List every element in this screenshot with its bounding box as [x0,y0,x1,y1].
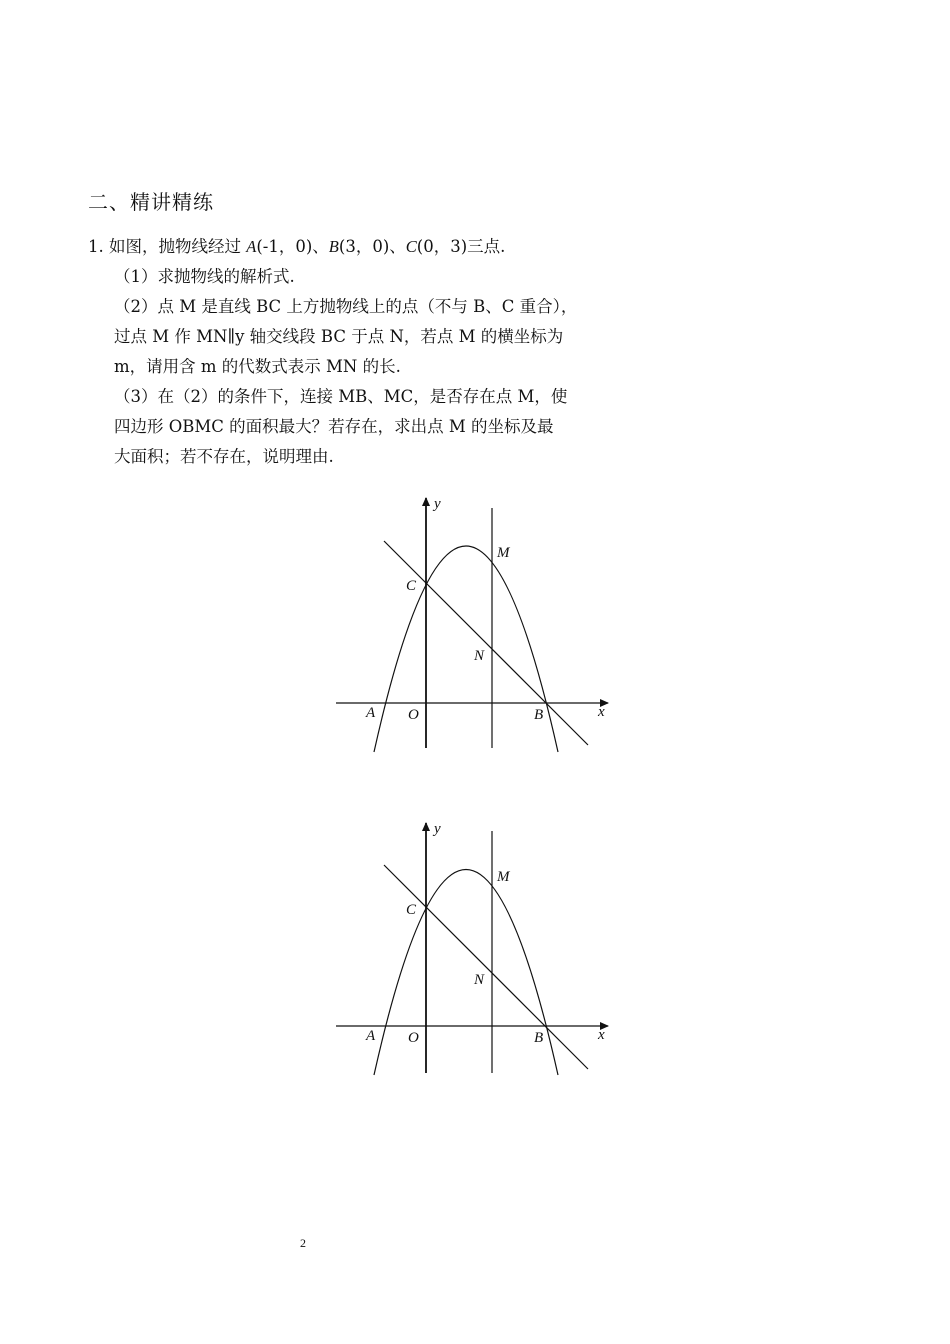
label-b: B [534,707,544,723]
question-2-line-1: （2）点 M 是直线 BC 上方抛物线上的点（不与 B、C 重合）， [114,297,578,316]
label-c: C [406,578,417,594]
page-number: 2 [300,1236,306,1250]
stem-text: 如图，抛物线经过 [103,237,247,256]
label-m: M [497,545,510,561]
problem-1 [88,232,628,472]
point-c-coord: (0，3)三点. [416,237,506,256]
parabola-curve [374,546,558,752]
label-x: x [598,704,605,720]
label-a: A [366,1028,376,1044]
question-3-line-3: 大面积；若不存在，说明理由. [114,447,334,466]
label-c: C [406,902,417,918]
problem-number: 1. [88,237,104,256]
label-x: x [598,1027,605,1043]
point-a-name: A [246,237,257,256]
label-o: O [408,707,419,723]
parabola-diagram [330,490,620,760]
label-n: N [474,648,485,664]
point-b-name: B [328,237,339,256]
parabola-figure-1 [330,490,620,760]
label-n: N [474,972,485,988]
label-y: y [434,821,441,837]
question-3-line-1: （3）在（2）的条件下，连接 MB、MC，是否存在点 M，使 [114,387,568,406]
point-b-coord: (3，0)、 [338,237,406,256]
question-1: （1）求抛物线的解析式. [114,267,295,286]
label-a: A [366,705,376,721]
label-y: y [434,496,441,512]
label-m: M [497,869,510,885]
label-o: O [408,1030,419,1046]
question-3-line-2: 四边形 OBMC 的面积最大？若存在，求出点 M 的坐标及最 [114,417,554,436]
question-2-line-3: m，请用含 m 的代数式表示 MN 的长. [114,357,401,376]
label-b: B [534,1030,544,1046]
point-a-coord: (-1，0)、 [256,237,329,256]
problem-stem [88,232,628,262]
question-2-line-2: 过点 M 作 MN∥y 轴交线段 BC 于点 N，若点 M 的横坐标为 [114,327,564,346]
parabola-figure-2 [330,815,620,1085]
parabola-diagram [330,815,620,1085]
section-title: 二、精讲精练 [88,190,214,214]
point-c-name: C [405,237,417,256]
parabola-curve [374,870,558,1076]
